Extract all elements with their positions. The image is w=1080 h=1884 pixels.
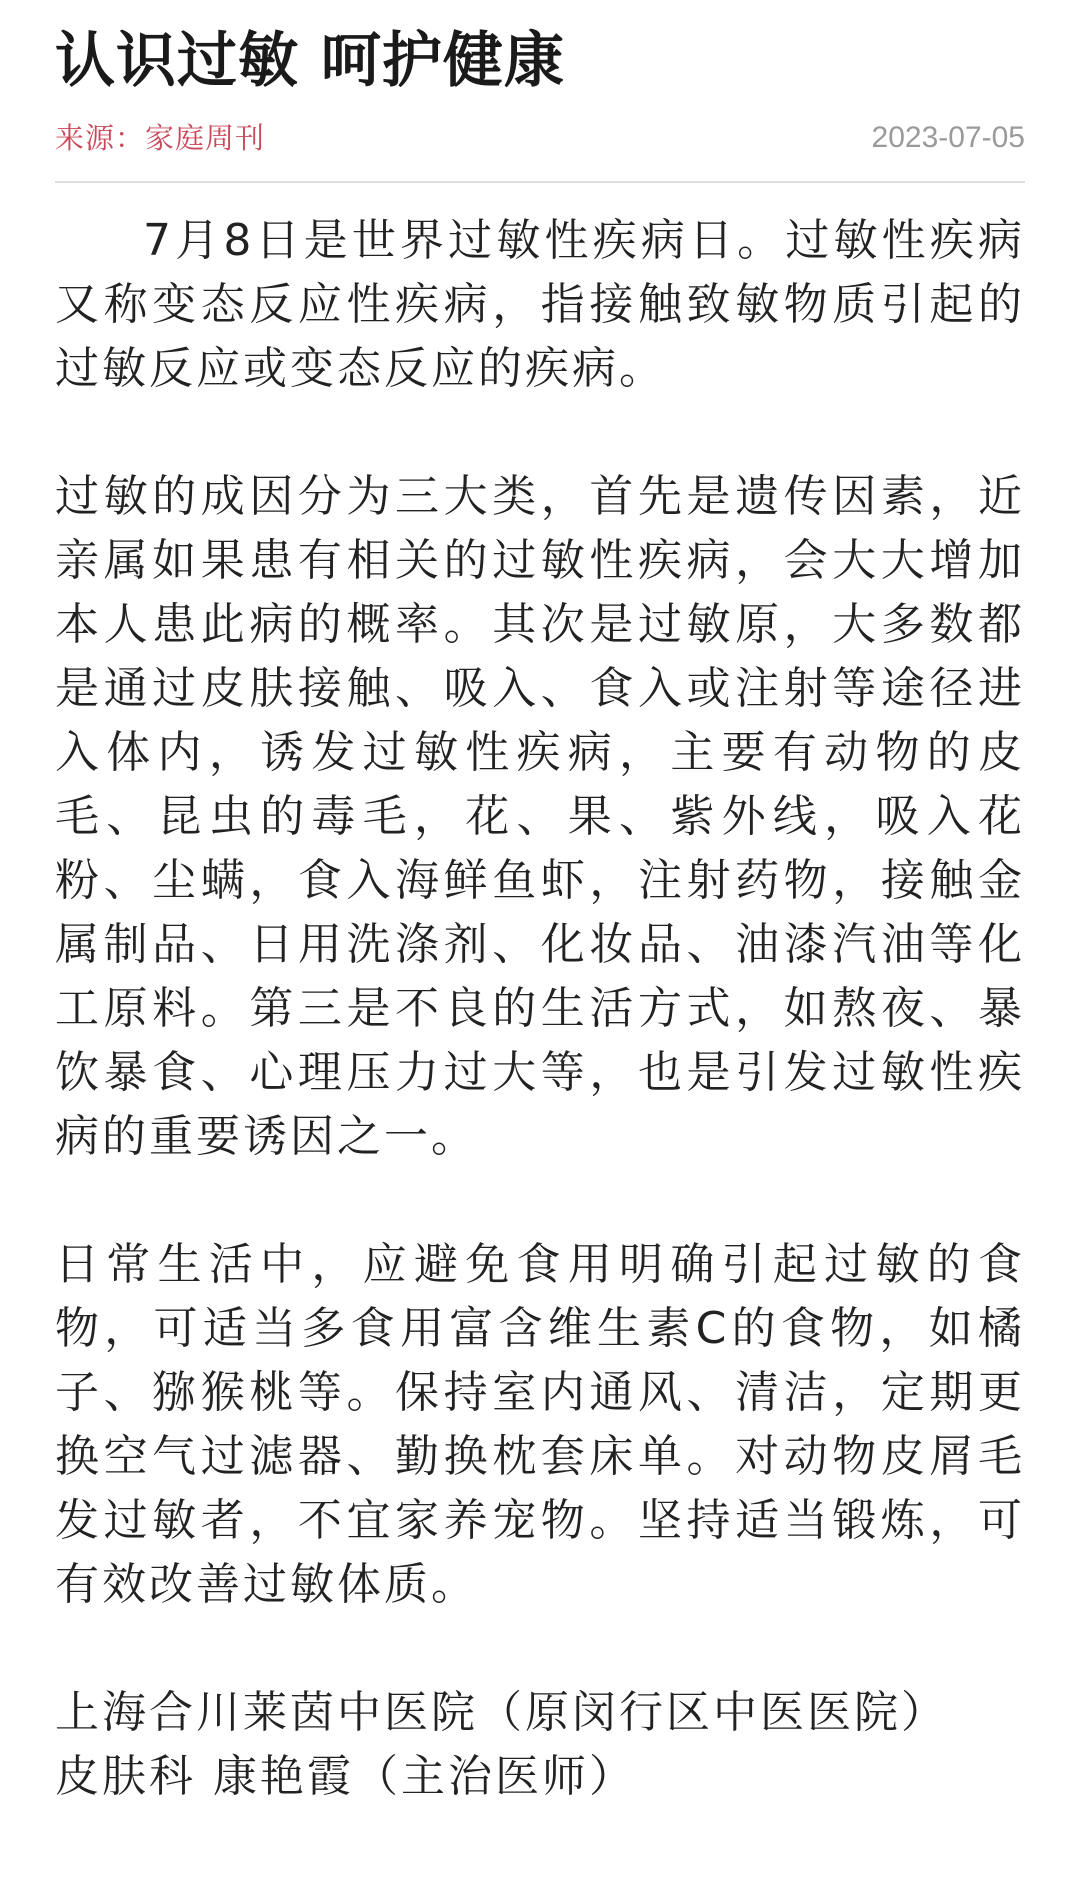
article-meta [55, 118, 1025, 158]
author-block [55, 1681, 1025, 1809]
author-hospital: 上海合川莱茵中医院（原闵行区中医医院） [55, 1687, 948, 1738]
publish-date: 2023-07-05 [871, 121, 1025, 154]
article-source[interactable]: 来源：家庭周刊 [55, 121, 266, 155]
paragraph-intro: 7月8日是世界过敏性疾病日。过敏性疾病又称变态反应性疾病，指接触致敏物质引起的过敏反应或变态反应的疾病。 [55, 215, 1025, 394]
article-body [55, 209, 1025, 1809]
divider [55, 181, 1025, 183]
paragraph-prevention: 日常生活中，应避免食用明确引起过敏的食物，可适当多食用富含维生素C的食物，如橘子、猕猴桃等。保持室内通风、清洁，定期更换空气过滤器、勤换枕套床单。对动物皮屑毛发过敏者，不宜家养宠物。坚持适当锻炼，可有效改善过敏体质。 [55, 1239, 1025, 1610]
paragraph-causes: 过敏的成因分为三大类，首先是遗传因素，近亲属如果患有相关的过敏性疾病，会大大增加本人患此病的概率。其次是过敏原，大多数都是通过皮肤接触、吸入、食入或注射等途径进入体内，诱发过敏性疾病，主要有动物的皮毛、昆虫的毒毛，花、果、紫外线，吸入花粉、尘螨，食入海鲜鱼虾，注射药物，接触金属制品、日用洗涤剂、化妆品、油漆汽油等化工原料。第三是不良的生活方式，如熬夜、暴饮暴食、心理压力过大等，也是引发过敏性疾病的重要诱因之一。 [55, 471, 1025, 1162]
author-name: 皮肤科 康艳霞（主治医师） [55, 1751, 636, 1802]
article-title: 认识过敏 呵护健康 [55, 26, 565, 96]
